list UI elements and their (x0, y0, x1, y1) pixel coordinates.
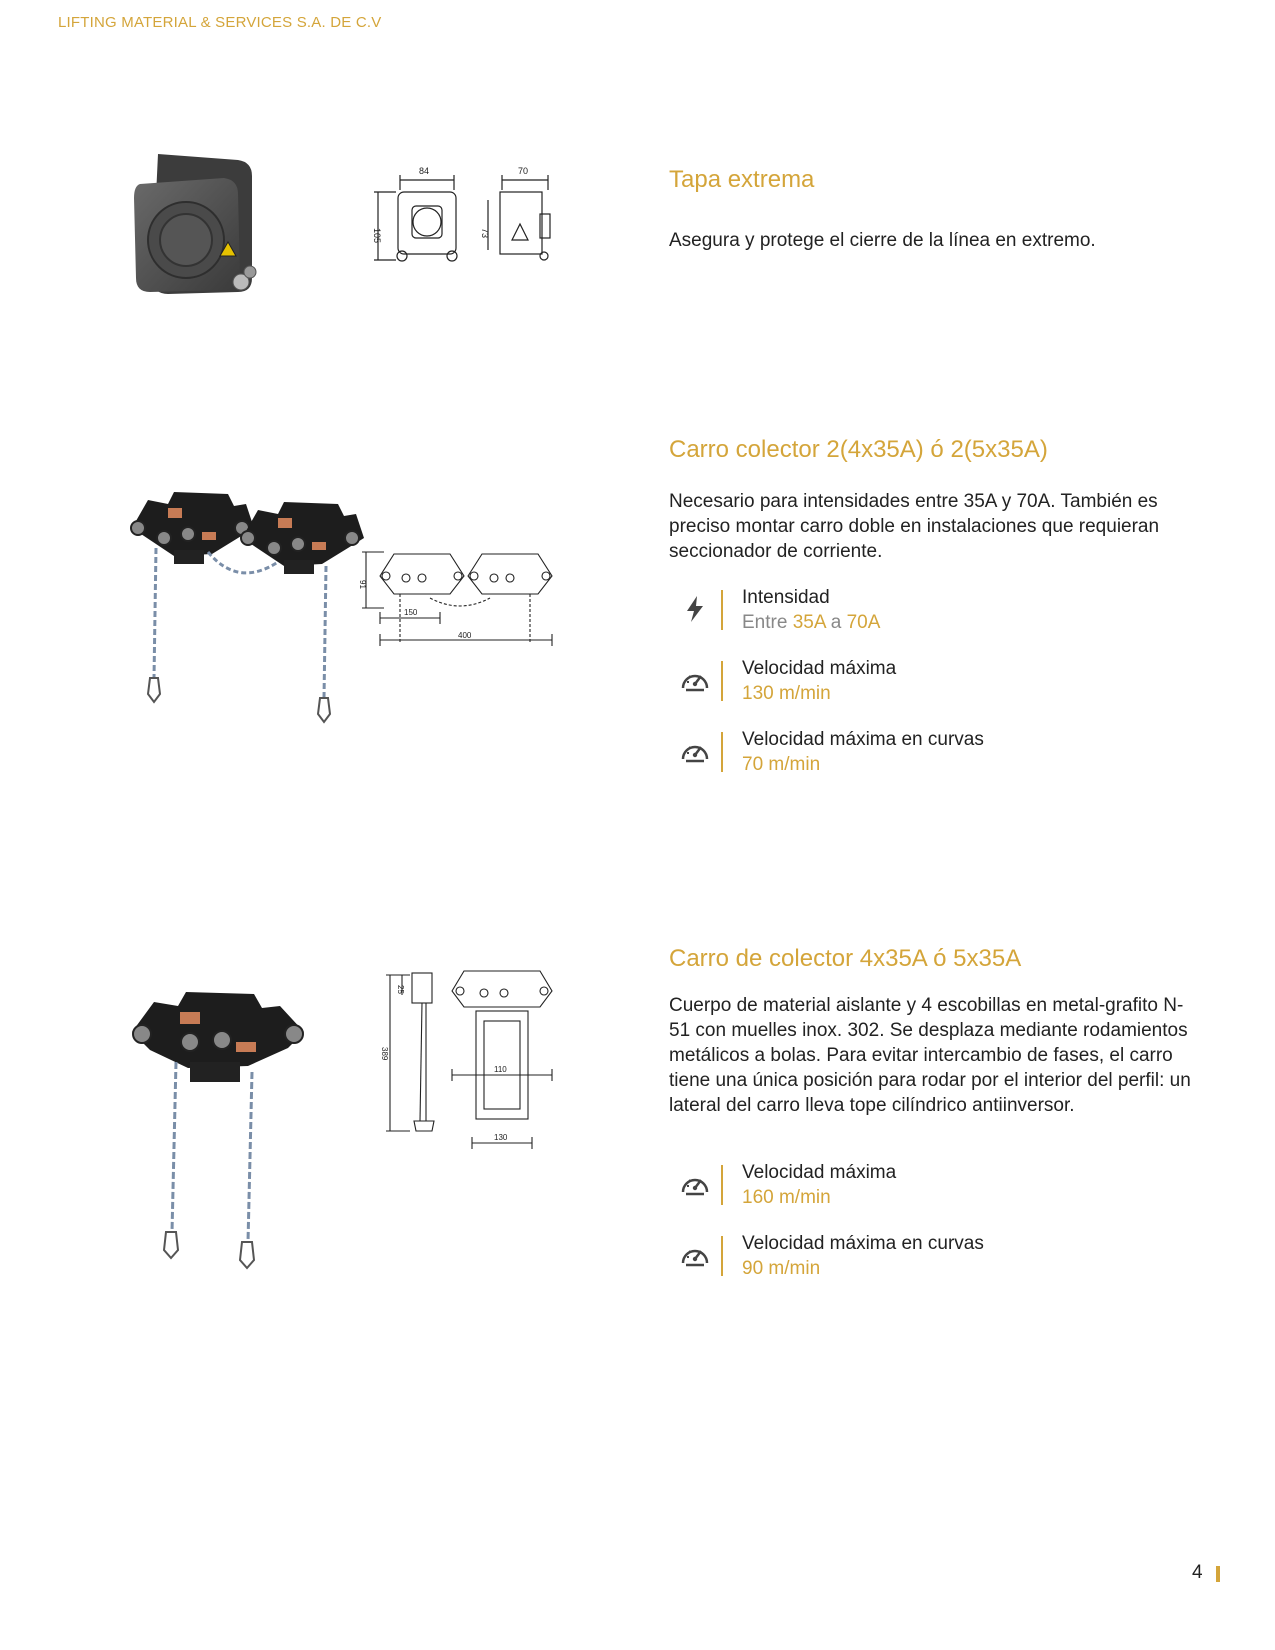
single-collector-trolley-photo (128, 992, 308, 1297)
double-trolley-height-label: 91 (358, 580, 367, 589)
spec-velocidad-maxima (669, 656, 1189, 706)
double-trolley-half-label: 150 (404, 608, 418, 617)
spec-label: Velocidad máxima en curvas (742, 729, 984, 750)
end-cap-width-label: 84 (419, 166, 430, 176)
spec-divider (721, 661, 723, 701)
section-title-carro-simple: Carro de colector 4x35A ó 5x35A (669, 945, 1022, 972)
spec-value (742, 610, 880, 635)
speedometer-icon (679, 664, 711, 696)
speedometer-icon (679, 1239, 711, 1271)
section-desc-carro-simple: Cuerpo de material aislante y 4 escobillas en metal-grafito N-51 con muelles inox. 302. Se desplaza mediante rodamientos metálicos a bolas. Para evitar intercambio de fases, el carro tiene una única posición para rodar por el interior del perfil: un lateral del carro lleva tope cilíndrico antiinversor. (669, 995, 1191, 1116)
spec-value-prefix: Entre (742, 612, 788, 633)
trolley-left (131, 492, 254, 564)
spec-divider (721, 1165, 723, 1205)
spec-value-min: 35A (792, 612, 826, 633)
speedometer-icon (679, 1168, 711, 1200)
spec-velocidad-curvas-simple (669, 1231, 1189, 1281)
single-collector-trolley-drawing (380, 965, 570, 1160)
end-cap-depth-label: 70 (518, 166, 529, 176)
spec-divider (721, 1236, 723, 1276)
company-header: LIFTING MATERIAL & SERVICES S.A. DE C.V (58, 14, 382, 31)
single-trolley-top-label: 25 (396, 985, 405, 994)
end-cap-inner-label: 73 (480, 228, 490, 239)
spec-label: Velocidad máxima en curvas (742, 1233, 984, 1254)
single-trolley-base-label: 130 (494, 1133, 508, 1142)
single-trolley-width-label: 110 (494, 1065, 507, 1074)
double-trolley-total-label: 400 (458, 631, 472, 640)
spec-value: 160 m/min (742, 1187, 831, 1208)
spec-value: 130 m/min (742, 683, 831, 704)
page-number-marker (1216, 1566, 1220, 1582)
spec-label: Velocidad máxima (742, 1162, 897, 1183)
spec-divider (721, 732, 723, 772)
single-trolley-height-label: 389 (380, 1047, 389, 1061)
spec-value-mid: a (830, 612, 842, 633)
spec-velocidad-curvas (669, 727, 1189, 777)
end-cap-drawing (372, 160, 572, 275)
page-number: 4 (1192, 1562, 1203, 1583)
double-collector-trolley-photo (128, 488, 378, 753)
section-desc-tapa: Asegura y protege el cierre de la línea en extremo. (669, 230, 1096, 251)
spec-divider (721, 590, 723, 630)
trolley-right (241, 502, 364, 574)
section-title-tapa: Tapa extrema (669, 166, 815, 193)
end-cap-height-label: 105 (372, 228, 382, 244)
section-title-carro-doble: Carro colector 2(4x35A) ó 2(5x35A) (669, 436, 1048, 463)
spec-label: Intensidad (742, 587, 830, 608)
double-collector-trolley-drawing (360, 548, 570, 663)
spec-value: 70 m/min (742, 754, 821, 775)
spec-value: 90 m/min (742, 1258, 821, 1279)
spec-intensidad (669, 585, 1189, 635)
section-desc-carro-doble: Necesario para intensidades entre 35A y 70A. También es preciso montar carro doble en instalaciones que requieran seccionador de corriente. (669, 491, 1160, 562)
lightning-icon (679, 593, 711, 625)
speedometer-icon (679, 735, 711, 767)
spec-value-max: 70A (846, 612, 881, 633)
spec-velocidad-maxima-simple (669, 1160, 1189, 1210)
end-cap-photo (128, 150, 273, 315)
spec-label: Velocidad máxima (742, 658, 897, 679)
